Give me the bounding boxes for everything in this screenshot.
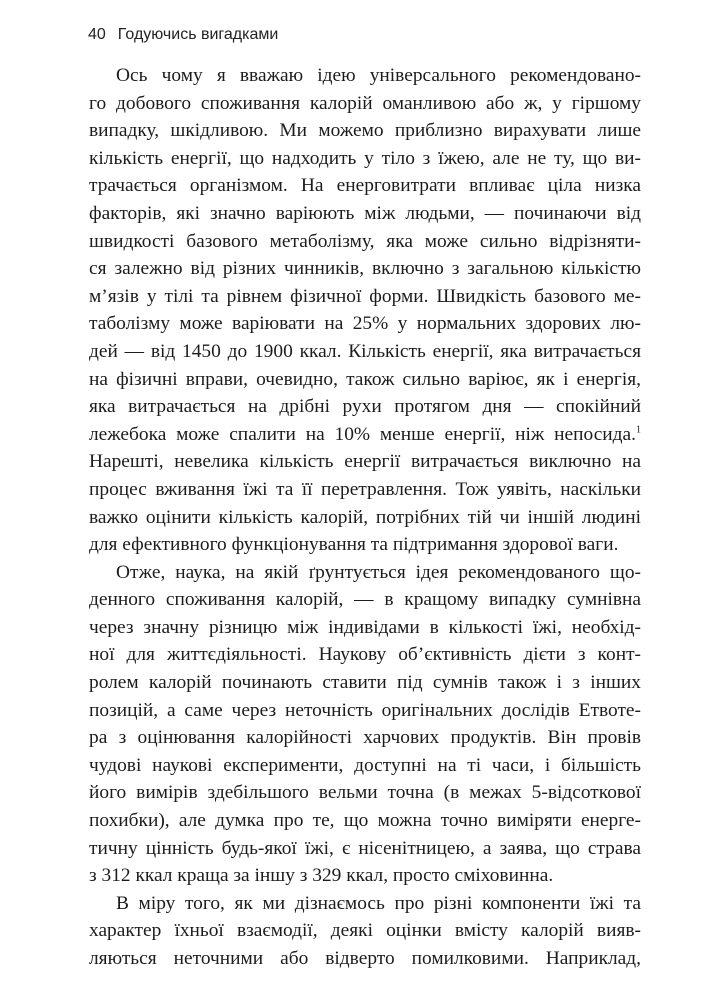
text-line: ролем калорій починають ставити під сумнів також і з інших	[89, 672, 641, 694]
text-line: характер їхньої взаємодії, деякі оцінки вмісту калорій вияв-	[89, 920, 641, 942]
text-line: ної для життєдіяльності. Наукову об’єктивність дієти з конт-	[89, 644, 641, 666]
text-line: ляються неточними або відверто помилковими. Наприклад,	[89, 948, 641, 969]
text-line: яка витрачається на дрібні рухи протягом дня — спокійний	[89, 396, 641, 418]
text-line: на фізичні вправи, очевидно, також сильно варіює, як і енергія,	[89, 368, 641, 390]
text-line: В міру того, як ми дізнаємось про різні компоненти їжі та	[116, 892, 641, 914]
text-line: денного споживання калорій, — в кращому випадку сумнівна	[89, 589, 641, 611]
page-number: 40	[88, 26, 106, 43]
text-line: ся залежно від різних чинників, включно з загальною кількістю	[89, 258, 641, 280]
text-line: трачається організмом. На енерговитрати впливає ціла низка	[89, 175, 641, 197]
text-line: Ось чому я вважаю ідею універсального рекомендовано-	[116, 65, 641, 86]
text-line: його вимірів здебільшого вельми точна (в межах 5-відсоткової	[89, 782, 641, 804]
text-line: факторів, які значно варіюють між людьми, — починаючи від	[89, 202, 641, 224]
text-line: через значну різницю між індивідами в кількості їжі, необхід-	[89, 616, 641, 638]
text-line: Нарешті, невелика кількість енергії витрачається виключно на	[89, 451, 641, 473]
text-line: чудові наукові експерименти, доступні на ті часи, і більшість	[89, 754, 641, 776]
text-line: важко оцінити кількість калорій, потрібних тій чи іншій людині	[89, 506, 641, 528]
footnote-marker: 1	[636, 424, 641, 436]
text-line: м’язів у тілі та рівнем фізичної форми. Швидкість базового ме-	[89, 285, 641, 307]
running-head	[88, 26, 278, 44]
text-line-with-footnote	[89, 421, 641, 449]
text-line: тичну цінність будь-якої їжі, є нісенітницею, а заява, що страва	[89, 837, 641, 859]
text-line: ра з оцінювання калорійності харчових продуктів. Він провів	[89, 727, 641, 749]
text-line: процес вживання їжі та її перетравлення. Тож уявіть, наскільки	[89, 478, 641, 500]
text-line-content: лежебока може спалити на 10% менше енергії, ніж непосида.	[89, 423, 636, 445]
body-text	[89, 62, 641, 973]
text-line: таболізму може варіювати на 25% у нормальних здорових лю-	[89, 313, 641, 335]
text-line: з 312 ккал краща за іншу з 329 ккал, просто сміховинна.	[89, 865, 554, 887]
text-line: Отже, наука, на якій ґрунтується ідея рекомендованого що-	[116, 561, 641, 583]
text-line: для ефективного функціонування та підтримання здорової ваги.	[89, 534, 619, 556]
text-line: кількість енергії, що надходить у тіло з їжею, але не ту, що ви-	[89, 147, 641, 169]
text-line: випадку, шкідливою. Ми можемо приблизно вирахувати лише	[89, 120, 641, 142]
running-title: Годуючись вигадками	[117, 26, 279, 43]
text-line: швидкості базового метаболізму, яка може сильно відрізняти-	[89, 230, 641, 252]
text-line: го добового споживання калорій оманливою або ж, у гіршому	[89, 92, 641, 114]
text-line: похибки), але думка про те, що можна точно виміряти енерге-	[89, 810, 641, 832]
text-line: позицій, а саме через неточність оригінальних дослідів Етвоте-	[89, 699, 641, 721]
text-line: дей — від 1450 до 1900 ккал. Кількість енергії, яка витрачається	[89, 340, 641, 362]
